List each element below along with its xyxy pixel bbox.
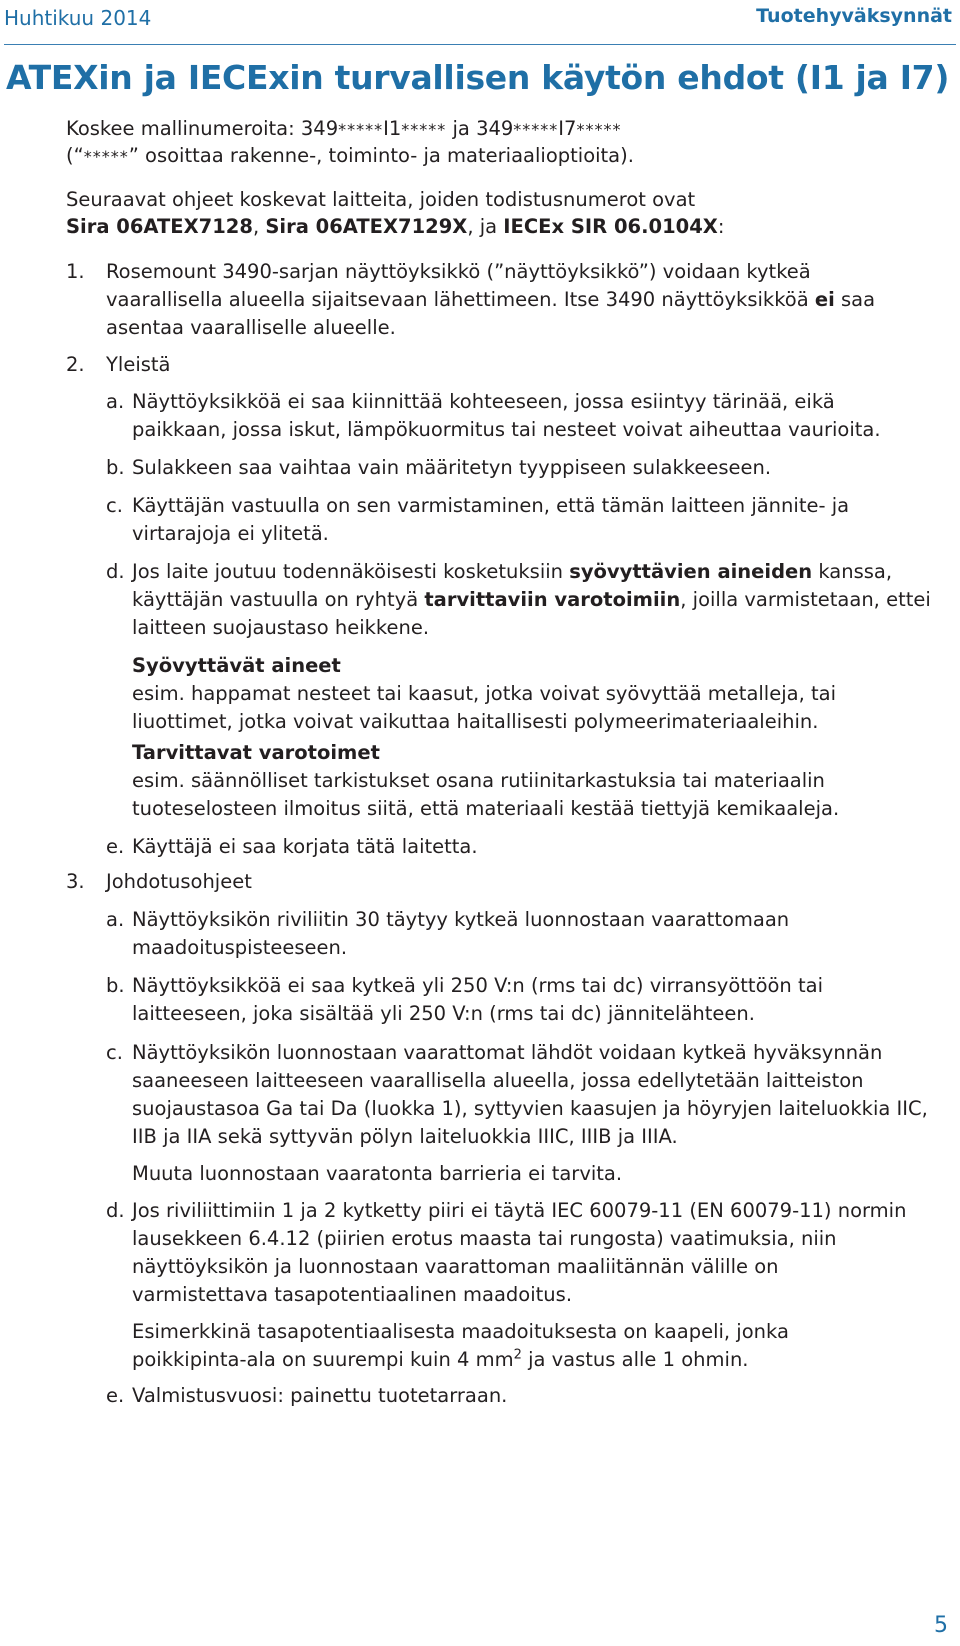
item-2b-label: b. [106, 456, 125, 479]
models-prefix: Koskee mallinumeroita: 349 [66, 117, 339, 140]
models-i1: I1 [383, 117, 402, 140]
header-divider [4, 44, 956, 45]
item-2a-line: paikkaan, jossa iskut, lämpökuormitus tai nesteet voivat aiheuttaa vaurioita. [132, 418, 881, 441]
item-2d-line: laitteen suojaustaso heikkene. [132, 616, 430, 639]
corrosive-heading: Syövyttävät aineet [132, 654, 341, 677]
item-1-emphasis: ei [814, 288, 835, 311]
item-3d-line: varmistettava tasapotentiaalinen maadoitus. [132, 1283, 573, 1306]
header-section: Tuotehyväksynnät [756, 5, 952, 27]
precautions-line: esim. säännölliset tarkistukset osana rutiinitarkastuksia tai materiaalin [132, 769, 825, 792]
item-1-line: asentaa vaaralliselle alueelle. [106, 316, 396, 339]
item-2a-line: Näyttöyksikköä ei saa kiinnittää kohteeseen, jossa esiintyy tärinää, eikä [132, 390, 835, 413]
cert-sira-7128: Sira 06ATEX7128 [66, 215, 253, 238]
item-2d-emphasis: syövyttävien aineiden [569, 560, 813, 583]
paren-open: (“ [66, 144, 84, 167]
item-3c-line: IIB ja IIA sekä syttyvän pölyn laiteluokkia IIIC, IIIB ja IIIA. [132, 1125, 678, 1148]
item-2-label: 2. [66, 353, 85, 376]
cert-iecex: IECEx SIR 06.0104X [503, 215, 718, 238]
item-3-label: 3. [66, 870, 85, 893]
models-and: ja 349 [452, 117, 514, 140]
item-3b-line: laitteeseen, joka sisältää yli 250 V:n (rms tai dc) jännitelähteen. [132, 1002, 755, 1025]
models-i7: I7 [558, 117, 577, 140]
page-title: ATEXin ja IECExin turvallisen käytön ehdot (I1 ja I7) [6, 58, 950, 97]
item-2c-line: Käyttäjän vastuulla on sen varmistaminen, että tämän laitteen jännite- ja [132, 494, 850, 517]
item-1-text: saa [834, 288, 876, 311]
item-2d-text: käyttäjän vastuulla on ryhtyä [132, 588, 425, 611]
item-2a-label: a. [106, 390, 125, 413]
item-3a-label: a. [106, 908, 125, 931]
item-2d-line [132, 585, 931, 615]
intro-cert-numbers [66, 212, 724, 242]
item-3b-label: b. [106, 974, 125, 997]
item-3a-line: Näyttöyksikön riviliitin 30 täytyy kytkeä luonnostaan vaarattomaan [132, 908, 790, 931]
item-3c-line: Näyttöyksikön luonnostaan vaarattomat lähdöt voidaan kytkeä hyväksynnän [132, 1041, 883, 1064]
item-2d-text: Jos laite joutuu todennäköisesti kosketuksiin [132, 560, 570, 583]
item-3c-line: suojaustasoa Ga tai Da (luokka 1), syttyvien kaasujen ja höyryjen laiteluokkia IIC, [132, 1097, 928, 1120]
intro-cert-line: Seuraavat ohjeet koskevat laitteita, joiden todistusnumerot ovat [66, 188, 696, 211]
item-3b-line: Näyttöyksikköä ei saa kytkeä yli 250 V:n (rms tai dc) virransyöttöön tai [132, 974, 824, 997]
page-number: 5 [934, 1613, 948, 1638]
item-3d-example: Esimerkkinä tasapotentiaalisesta maadoituksesta on kaapeli, jonka [132, 1320, 789, 1343]
item-3e-line: Valmistusvuosi: painettu tuotetarraan. [132, 1384, 508, 1407]
intro-wildcard-note [66, 141, 634, 171]
item-3-heading: Johdotusohjeet [106, 870, 252, 893]
item-3d-text: ja vastus alle 1 ohmin. [521, 1348, 749, 1371]
separator: , [252, 215, 266, 238]
item-3d-line: näyttöyksikön ja luonnostaan vaarattoman maaliitännän välille on [132, 1255, 779, 1278]
item-3d-example [132, 1345, 749, 1375]
item-2e-line: Käyttäjä ei saa korjata tätä laitetta. [132, 835, 478, 858]
item-2c-label: c. [106, 494, 123, 517]
corrosive-line: esim. happamat nesteet tai kaasut, jotka voivat syövyttää metalleja, tai [132, 682, 836, 705]
wildcard-symbol: ***** [83, 147, 129, 166]
item-1-label: 1. [66, 260, 85, 283]
item-2d-text: , joilla varmistetaan, ettei [680, 588, 931, 611]
models-wildcards: ***** [513, 120, 559, 139]
models-wildcards: ***** [338, 120, 384, 139]
item-3a-line: maadoituspisteeseen. [132, 936, 348, 959]
item-2d-emphasis: tarvittaviin varotoimiin [424, 588, 681, 611]
item-3d-line: Jos riviliittimiin 1 ja 2 kytketty piiri ei täytä IEC 60079-11 (EN 60079-11) normin [132, 1199, 907, 1222]
item-3c-label: c. [106, 1041, 123, 1064]
item-1-text: vaarallisella alueella sijaitsevaan lähettimeen. Itse 3490 näyttöyksikköä [106, 288, 815, 311]
item-3e-label: e. [106, 1384, 125, 1407]
item-2d-text: kanssa, [812, 560, 893, 583]
item-2c-line: virtarajoja ei ylitetä. [132, 522, 329, 545]
item-2-heading: Yleistä [106, 353, 171, 376]
item-2d-line [132, 557, 892, 587]
header-date: Huhtikuu 2014 [4, 6, 152, 30]
superscript: 2 [513, 1347, 522, 1363]
item-3d-line: lausekkeen 6.4.12 (piirien erotus maasta tai rungosta) vaatimuksia, niin [132, 1227, 837, 1250]
colon: : [717, 215, 725, 238]
item-3c-line: saaneeseen laitteeseen vaarallisella alueella, jossa edellytetään laitteiston [132, 1069, 864, 1092]
models-wildcards: ***** [401, 120, 447, 139]
item-1-line [106, 285, 875, 315]
item-3d-text: poikkipinta-ala on suurempi kuin 4 mm [132, 1348, 514, 1371]
paren-rest: ” osoittaa rakenne-, toiminto- ja materiaalioptioita). [128, 144, 634, 167]
corrosive-line: liuottimet, jotka voivat vaikuttaa haitallisesti polymeerimateriaaleihin. [132, 710, 819, 733]
cert-sira-7129x: Sira 06ATEX7129X [265, 215, 468, 238]
item-3c-note: Muuta luonnostaan vaaratonta barrieria ei tarvita. [132, 1162, 623, 1185]
separator: , ja [467, 215, 504, 238]
precautions-line: tuoteselosteen ilmoitus siitä, että materiaali kestää tiettyjä kemikaaleja. [132, 797, 840, 820]
item-2b-line: Sulakkeen saa vaihtaa vain määritetyn tyyppiseen sulakkeeseen. [132, 456, 772, 479]
intro-models-line [66, 114, 621, 144]
item-3d-label: d. [106, 1199, 125, 1222]
precautions-heading: Tarvittavat varotoimet [132, 741, 380, 764]
item-1-line: Rosemount 3490-sarjan näyttöyksikkö (”näyttöyksikkö”) voidaan kytkeä [106, 260, 811, 283]
item-2e-label: e. [106, 835, 125, 858]
item-2d-label: d. [106, 560, 125, 583]
models-wildcards: ***** [576, 120, 622, 139]
